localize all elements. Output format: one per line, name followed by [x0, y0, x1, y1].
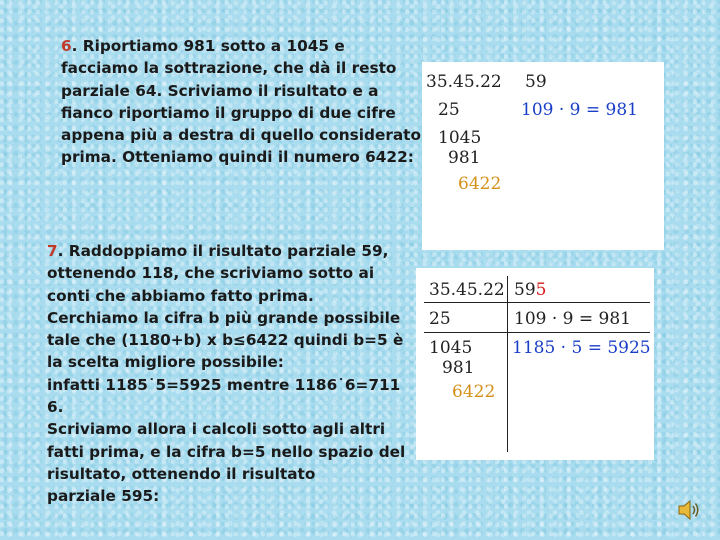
step-number: 6: [61, 37, 72, 55]
remainder-group: 1045: [438, 128, 482, 148]
partial-result: 59: [525, 72, 547, 92]
radicand: 35.45.22: [426, 72, 502, 92]
step-7-line: ottenendo 118, che scriviamo sotto ai: [47, 264, 375, 283]
remainder-group: 1045: [429, 338, 473, 358]
first-square: 25: [438, 100, 460, 120]
step-6-line: parziale 64. Scriviamo il risultato e a: [61, 81, 379, 100]
step-7-line: conti che abbiamo fatto prima.: [47, 286, 314, 305]
product-expression-1: 109 · 9 = 981: [514, 309, 631, 329]
step-7-line: la scelta migliore possibile:: [47, 353, 284, 372]
step-6-line: facciamo la sottrazione, che dà il resto: [61, 59, 397, 78]
new-number: 6422: [452, 382, 496, 402]
step-7-line: fatti prima, e la cifra b=5 nello spazio del: [47, 442, 406, 461]
step-7-line: infatti 1185˙5=5925 mentre 1186˙6=711: [47, 375, 401, 394]
subtrahend: 981: [442, 358, 475, 378]
step-6-line: appena più a destra di quello considerato: [61, 126, 422, 145]
step-7-line: 6.: [47, 398, 64, 417]
step-6-line: fianco riportiamo il gruppo di due cifre: [61, 103, 396, 122]
calculation-box-step-6: [422, 62, 664, 250]
new-number: 6422: [458, 174, 502, 194]
step-7-line: 7. Raddoppiamo il risultato parziale 59,: [47, 242, 389, 260]
step-7-line: parziale 595:: [47, 487, 160, 506]
radicand: 35.45.22: [429, 280, 505, 300]
product-expression: 109 · 9 = 981: [521, 100, 638, 120]
product-expression-2: 1185 · 5 = 5925: [512, 338, 651, 358]
step-7-line: Scriviamo allora i calcoli sotto agli altri: [47, 420, 386, 439]
speaker-icon[interactable]: [676, 497, 702, 523]
step-6-text: [61, 35, 421, 169]
grid-horizontal-line: [424, 302, 650, 303]
new-digit: 5: [535, 280, 547, 300]
calculation-box-step-7: [416, 268, 654, 460]
subtrahend: 981: [448, 148, 481, 168]
first-square: 25: [429, 309, 451, 329]
grid-horizontal-line: [424, 332, 650, 333]
step-number: 7: [47, 242, 58, 260]
step-7-line: tale che (1180+b) x b≤6422 quindi b=5 è: [47, 331, 404, 350]
step-7-line: Cerchiamo la cifra b più grande possibile: [47, 308, 401, 327]
step-7-text: [47, 240, 405, 508]
partial-result: 595: [514, 280, 547, 300]
step-6-line: 6. Riportiamo 981 sotto a 1045 e: [61, 37, 345, 55]
step-6-line: prima. Otteniamo quindi il numero 6422:: [61, 148, 414, 167]
step-7-line: risultato, ottenendo il risultato: [47, 464, 316, 483]
